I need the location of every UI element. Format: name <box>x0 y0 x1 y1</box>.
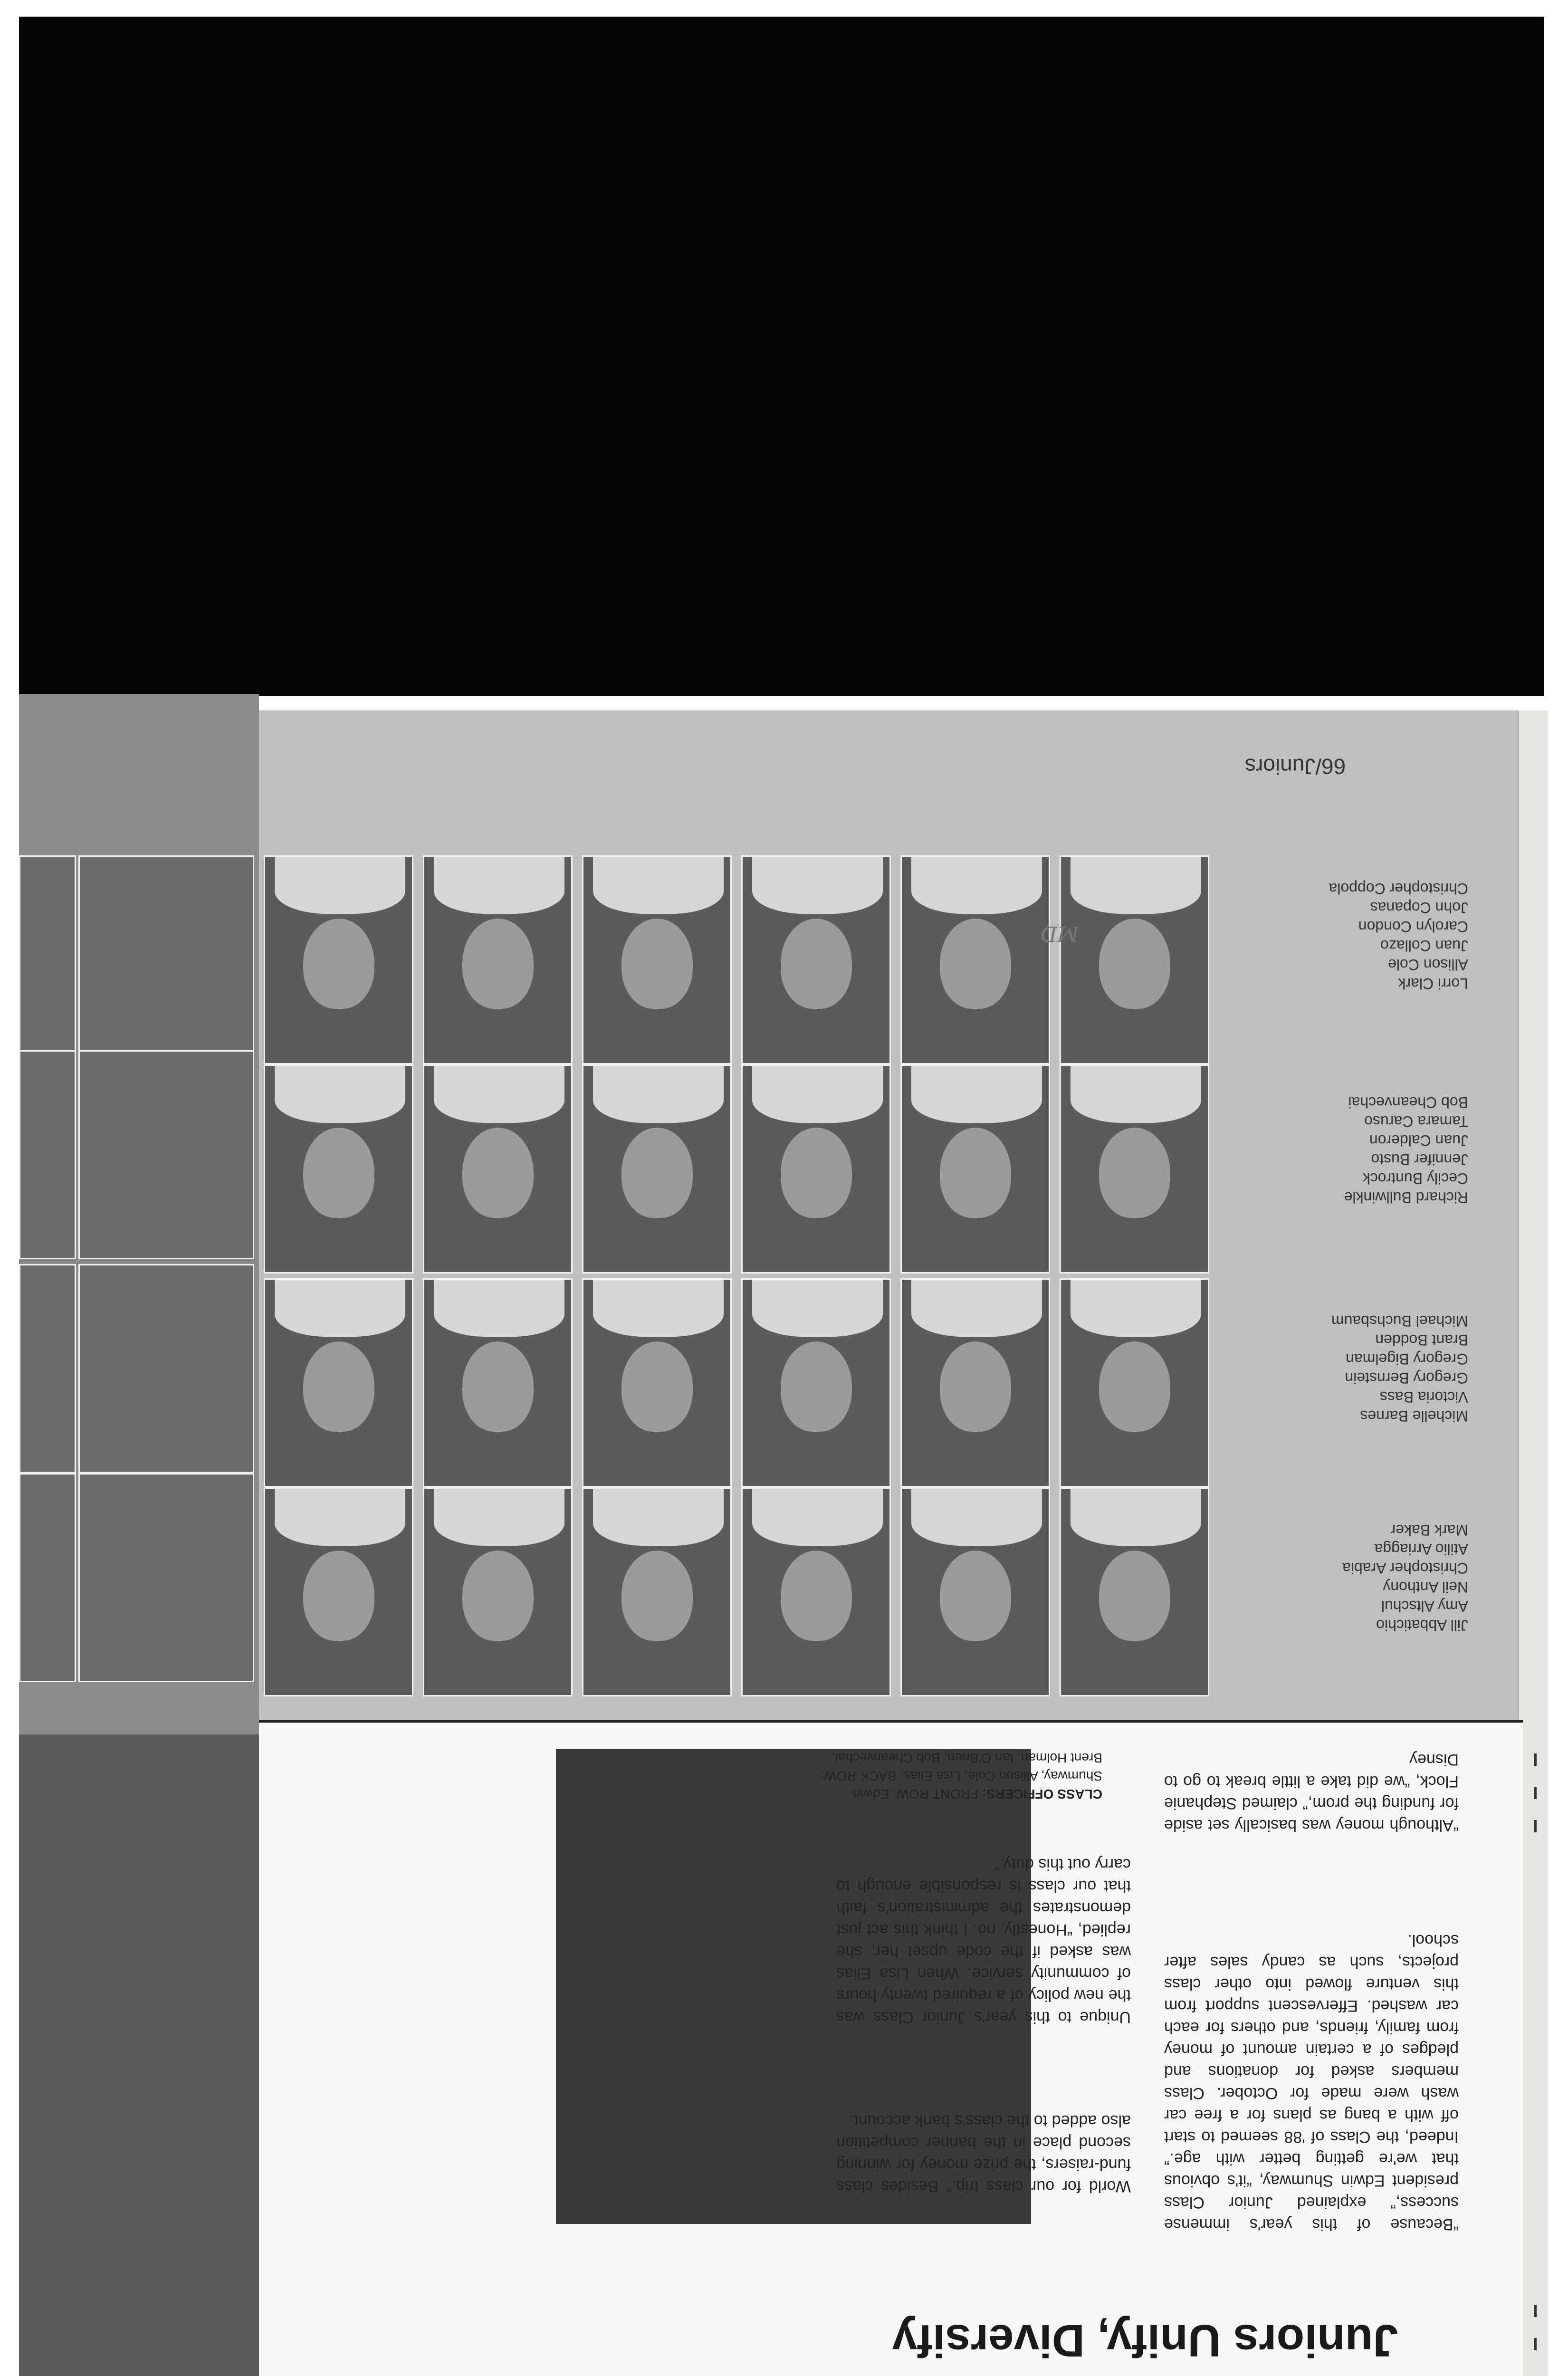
name-list-row-3: Richard Bullwinkle Cecily Buntrock Jennifer Busto Juan Calderon Tamara Caruso Bob Cheanvechai <box>1344 1094 1468 1206</box>
name-list-row-4: Lorri Clark Allison Cole Juan Collazo Carolyn Condon John Copanas Christopher Coppola <box>1329 880 1468 992</box>
edge-mark <box>1534 2305 1537 2317</box>
portrait-photo <box>264 1487 413 1696</box>
name-list-row-1: Jill Abbatichio Amy Altschul Neil Anthony Christopher Arabia Atilio Arriagga Mark Baker <box>1342 1522 1468 1634</box>
article-column-2: World for our class trip.” Besides class fund-raisers, the prize money for winning second place in the banner competition also added to the class's bank account. <box>836 2112 1131 2195</box>
edge-mark <box>1534 2338 1537 2350</box>
portrait-photo <box>19 1264 76 1473</box>
portrait-photo <box>423 855 573 1064</box>
headline: Juniors Unify, Diversify <box>892 2315 1398 2366</box>
portrait-photo <box>582 1064 732 1274</box>
edge-mark <box>1534 1787 1537 1799</box>
page-number: 66/Juniors <box>1245 754 1346 779</box>
portrait-photo <box>1060 1487 1209 1696</box>
portrait-photo <box>900 1064 1050 1274</box>
portrait-photo <box>900 855 1050 1064</box>
handwritten-note: MD <box>1040 921 1079 946</box>
article-column-1: “Because of this year's immense success,” explained Junior Class president Edwin Shumway, “it's obvious that we're getting better with age.” Indeed, the Class of '88 seemed to start off with a bang as plans for a free car wash were made for October. Class members asked for donations and pledges of a certain amount of money from family, friends, and others for each car washed. Effervescent support from this venture flowed into other class projects, such as candy sales after school. <box>1164 1931 1459 2233</box>
portrait-photo <box>78 855 254 1064</box>
portrait-photo <box>78 1264 254 1473</box>
article-column-1b: “Although money was basically set aside for funding the prom,” claimed Stephanie Flock, “we did take a little break to go to Disney <box>1164 1751 1459 1834</box>
portrait-photo <box>19 1050 76 1259</box>
portrait-photo <box>582 1487 732 1696</box>
portrait-photo <box>264 855 413 1064</box>
edge-mark <box>1534 1820 1537 1832</box>
portrait-photo <box>19 855 76 1064</box>
portrait-photo <box>1060 1278 1209 1487</box>
portrait-photo <box>1060 855 1209 1064</box>
portrait-photo <box>741 855 891 1064</box>
candid-photo <box>19 1734 259 2376</box>
portrait-photo <box>900 1487 1050 1696</box>
portrait-photo <box>264 1064 413 1274</box>
edge-mark <box>1534 1753 1537 1766</box>
scanner-background <box>19 17 1544 696</box>
portrait-photo <box>78 1050 254 1259</box>
portrait-photo <box>19 1473 76 1682</box>
portrait-photo <box>264 1278 413 1487</box>
portrait-photo <box>423 1064 573 1274</box>
portrait-photo <box>900 1278 1050 1487</box>
caption-label: CLASS OFFICERS: <box>982 1787 1102 1801</box>
caption-text: FRONT ROW: Edwin Shumway, Allison Cole, Lisa Elias. BACK ROW: Brent Holman, Ian O'Brien, Bob Cheanvechai. <box>820 1751 1102 1801</box>
portrait-photo <box>1060 1064 1209 1274</box>
photo-caption <box>808 1749 1102 1803</box>
portrait-photo <box>582 1278 732 1487</box>
portrait-photo <box>741 1278 891 1487</box>
article-column-2b: Unique to this year's Junior Class was the new policy of a required twenty hours of community service. When Lisa Elias was asked if the code upset her, she replied, “Honestly, no. I think this act just demonstrates the administration's faith that our class is responsible enough to carry out this duty.” <box>836 1855 1131 2026</box>
portrait-photo <box>423 1487 573 1696</box>
portrait-photo <box>78 1473 254 1682</box>
portrait-photo <box>741 1064 891 1274</box>
name-list-row-2: Michelle Barnes Victoria Bass Gregory Bernstein Gregory Bigelman Brant Bodden Michael Buchsbaum <box>1331 1313 1468 1425</box>
portrait-photo <box>741 1487 891 1696</box>
portrait-photo <box>423 1278 573 1487</box>
portrait-photo <box>582 855 732 1064</box>
